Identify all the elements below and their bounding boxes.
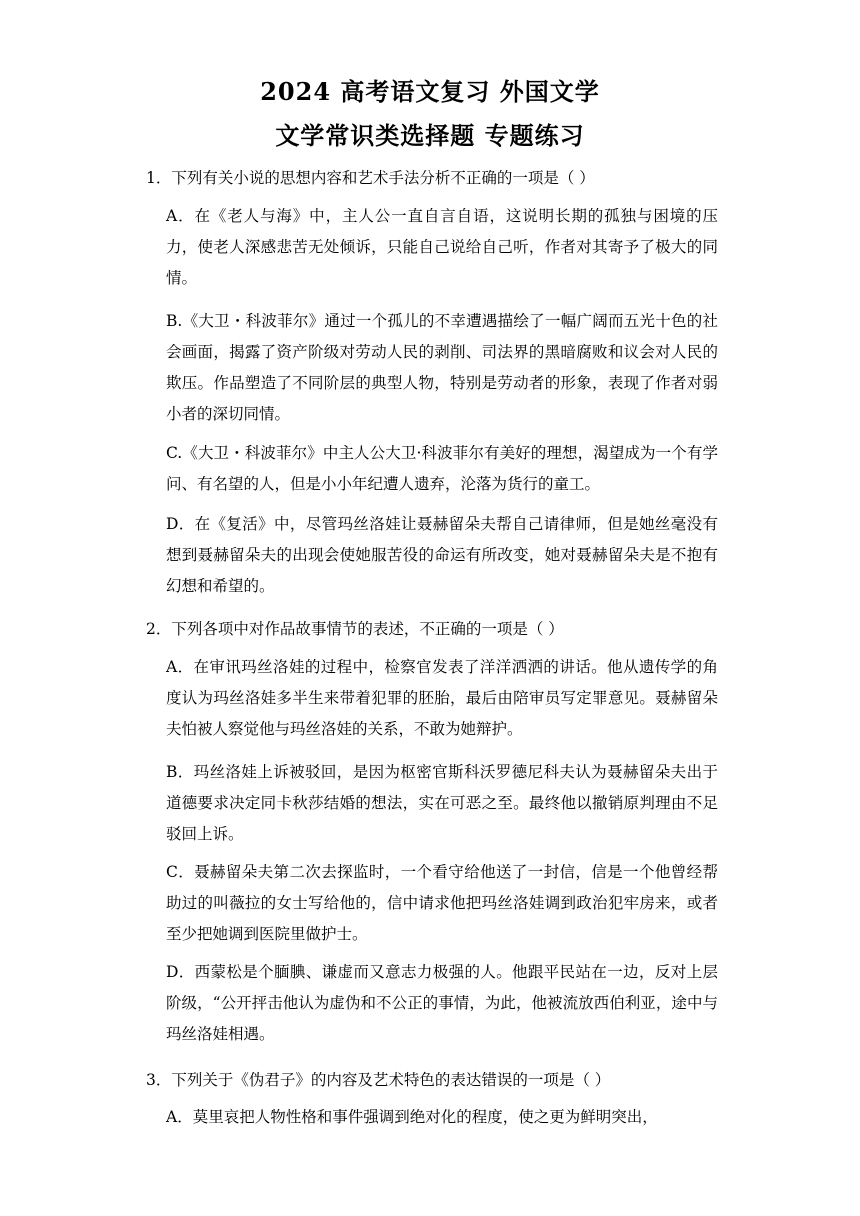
question-3-stem: 3．下列关于《伪君子》的内容及艺术特色的表达错误的一项是（ ） — [146, 1071, 611, 1089]
option-text: A．在审讯玛丝洛娃的过程中，检察官发表了洋洋洒洒的讲话。他从遗传学的角度认为玛丝洛娃多半生来带着犯罪的胚胎，最后由陪审员写定罪意见。聂赫留朵夫怕被人察觉他与玛丝洛娃的关系，不敢为她辩护。 — [166, 658, 718, 738]
document-title: 2024 高考语文复习 外国文学 — [260, 77, 600, 106]
question-2-option-a — [166, 652, 718, 745]
question-1-option-d — [166, 509, 718, 602]
option-text: A．在《老人与海》中，主人公一直自言自语，这说明长期的孤独与困境的压力，使老人深感悲苦无处倾诉，只能自己说给自己听，作者对其寄予了极大的同情。 — [166, 207, 718, 287]
question-1-option-b — [166, 306, 718, 430]
option-text: C．聂赫留朵夫第二次去探监时，一个看守给他送了一封信，信是一个他曾经帮助过的叫薇拉的女士写给他的，信中请求他把玛丝洛娃调到政治犯牢房来，或者至少把她调到医院里做护士。 — [166, 863, 718, 943]
option-text: A．莫里哀把人物性格和事件强调到绝对化的程度，使之更为鲜明突出， — [166, 1108, 658, 1126]
option-text: B．玛丝洛娃上诉被驳回，是因为枢密官斯科沃罗德尼科夫认为聂赫留朵夫出于道德要求决定同卡秋莎结婚的想法，实在可恶之至。最终他以撤销原判理由不足驳回上诉。 — [166, 763, 718, 843]
question-1-stem: 1．下列有关小说的思想内容和艺术手法分析不正确的一项是（ ） — [146, 169, 595, 187]
option-text: B.《大卫・科波菲尔》通过一个孤儿的不幸遭遇描绘了一幅广阔而五光十色的社会画面，揭露了资产阶级对劳动人民的剥削、司法界的黑暗腐败和议会对人民的欺压。作品塑造了不同阶层的典型人物，特别是劳动者的形象，表现了作者对弱小者的深切同情。 — [166, 312, 718, 423]
document-subtitle: 文学常识类选择题 专题练习 — [275, 121, 585, 150]
option-text: D．在《复活》中，尽管玛丝洛娃让聂赫留朵夫帮自己请律师，但是她丝毫没有想到聂赫留朵夫的出现会使她服苦役的命运有所改变，她对聂赫留朵夫是不抱有幻想和希望的。 — [166, 515, 718, 595]
option-text: D．西蒙松是个腼腆、谦虚而又意志力极强的人。他跟平民站在一边，反对上层阶级，“公开抨击他认为虚伪和不公正的事情，为此，他被流放西伯利亚，途中与玛丝洛娃相遇。 — [166, 963, 718, 1043]
question-1-option-a — [166, 201, 718, 294]
question-2-stem: 2．下列各项中对作品故事情节的表述，不正确的一项是（ ） — [146, 620, 564, 638]
question-3-option-a — [166, 1102, 718, 1133]
question-2-option-c — [166, 857, 718, 950]
question-2-option-d — [166, 957, 718, 1050]
question-1-option-c — [166, 438, 718, 500]
option-text: C.《大卫・科波菲尔》中主人公大卫·科波菲尔有美好的理想，渴望成为一个有学问、有名望的人，但是小小年纪遭人遗弃，沦落为货行的童工。 — [166, 444, 718, 493]
question-2-option-b — [166, 757, 718, 850]
